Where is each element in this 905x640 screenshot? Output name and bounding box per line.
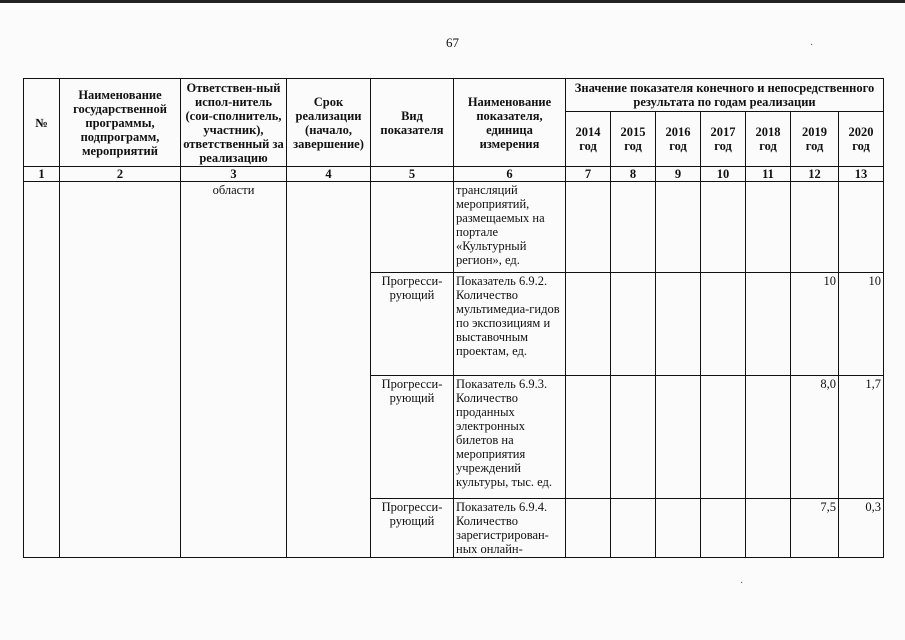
scan-speck: · bbox=[810, 40, 814, 51]
header-year-2017: 2017 год bbox=[701, 112, 746, 167]
cell-value-2015 bbox=[611, 376, 656, 499]
header-responsible: Ответствен-ный испол-нитель (сои-сполнитель, участник), ответственный за реализацию bbox=[181, 79, 287, 167]
header-year-2020: 2020 год bbox=[839, 112, 884, 167]
column-number: 1 bbox=[24, 167, 60, 182]
cell-indicator-type: Прогресси-рующий bbox=[371, 499, 454, 558]
scan-speck: · bbox=[740, 578, 744, 589]
indicators-table bbox=[23, 78, 884, 558]
cell-value-2014 bbox=[566, 499, 611, 558]
header-row bbox=[24, 79, 884, 112]
header-num: № bbox=[24, 79, 60, 167]
header-year-2015: 2015 год bbox=[611, 112, 656, 167]
column-number: 7 bbox=[566, 167, 611, 182]
header-year-2018: 2018 год bbox=[746, 112, 791, 167]
column-number: 2 bbox=[60, 167, 181, 182]
header-year-2019: 2019 год bbox=[791, 112, 839, 167]
cell-value-2018 bbox=[746, 182, 791, 273]
cell-indicator-type bbox=[371, 182, 454, 273]
cell-indicator-type: Прогресси-рующий bbox=[371, 376, 454, 499]
cell-program bbox=[60, 182, 181, 558]
column-numbers-row bbox=[24, 167, 884, 182]
page-number: 67 bbox=[446, 35, 459, 50]
column-number: 10 bbox=[701, 167, 746, 182]
column-number: 13 bbox=[839, 167, 884, 182]
cell-value-2020 bbox=[839, 182, 884, 273]
cell-value-2015 bbox=[611, 499, 656, 558]
column-number: 9 bbox=[656, 167, 701, 182]
cell-value-2017 bbox=[701, 273, 746, 376]
cell-indicator-name: Показатель 6.9.4. Количество зарегистрирован-ных онлайн- bbox=[454, 499, 566, 558]
column-number: 4 bbox=[287, 167, 371, 182]
cell-value-2019: 8,0 bbox=[791, 376, 839, 499]
table-row bbox=[24, 182, 884, 273]
header-year-2016: 2016 год bbox=[656, 112, 701, 167]
cell-value-2014 bbox=[566, 182, 611, 273]
header-term: Срок реализации (начало, завершение) bbox=[287, 79, 371, 167]
header-indicator-name: Наименование показателя, единица измерения bbox=[454, 79, 566, 167]
cell-indicator-name: Показатель 6.9.3. Количество проданных электронных билетов на мероприятия учреждений культуры, тыс. ед. bbox=[454, 376, 566, 499]
cell-value-2018 bbox=[746, 499, 791, 558]
cell-num bbox=[24, 182, 60, 558]
cell-value-2018 bbox=[746, 273, 791, 376]
cell-value-2017 bbox=[701, 499, 746, 558]
cell-value-2016 bbox=[656, 499, 701, 558]
cell-indicator-type: Прогресси-рующий bbox=[371, 273, 454, 376]
cell-indicator-name: Показатель 6.9.2. Количество мультимедиа-гидов по экспозициям и выставочным проектам, ед. bbox=[454, 273, 566, 376]
cell-value-2017 bbox=[701, 182, 746, 273]
cell-value-2016 bbox=[656, 182, 701, 273]
column-number: 6 bbox=[454, 167, 566, 182]
column-number: 11 bbox=[746, 167, 791, 182]
cell-value-2018 bbox=[746, 376, 791, 499]
cell-value-2019: 7,5 bbox=[791, 499, 839, 558]
cell-value-2014 bbox=[566, 273, 611, 376]
cell-value-2019 bbox=[791, 182, 839, 273]
column-number: 12 bbox=[791, 167, 839, 182]
cell-responsible: области bbox=[181, 182, 287, 558]
header-values-group: Значение показателя конечного и непосредственного результата по годам реализации bbox=[566, 79, 884, 112]
cell-value-2015 bbox=[611, 273, 656, 376]
header-indicator-type: Вид показателя bbox=[371, 79, 454, 167]
top-border-line bbox=[0, 0, 905, 3]
cell-value-2014 bbox=[566, 376, 611, 499]
cell-value-2019: 10 bbox=[791, 273, 839, 376]
cell-value-2020: 0,3 bbox=[839, 499, 884, 558]
cell-term bbox=[287, 182, 371, 558]
column-number: 8 bbox=[611, 167, 656, 182]
cell-value-2020: 10 bbox=[839, 273, 884, 376]
cell-value-2017 bbox=[701, 376, 746, 499]
cell-value-2020: 1,7 bbox=[839, 376, 884, 499]
header-program: Наименование государственной программы, подпрограмм, мероприятий bbox=[60, 79, 181, 167]
cell-value-2015 bbox=[611, 182, 656, 273]
header-year-2014: 2014 год bbox=[566, 112, 611, 167]
column-number: 5 bbox=[371, 167, 454, 182]
cell-value-2016 bbox=[656, 273, 701, 376]
cell-value-2016 bbox=[656, 376, 701, 499]
column-number: 3 bbox=[181, 167, 287, 182]
cell-indicator-name: трансляций мероприятий, размещаемых на портале «Культурный регион», ед. bbox=[454, 182, 566, 273]
